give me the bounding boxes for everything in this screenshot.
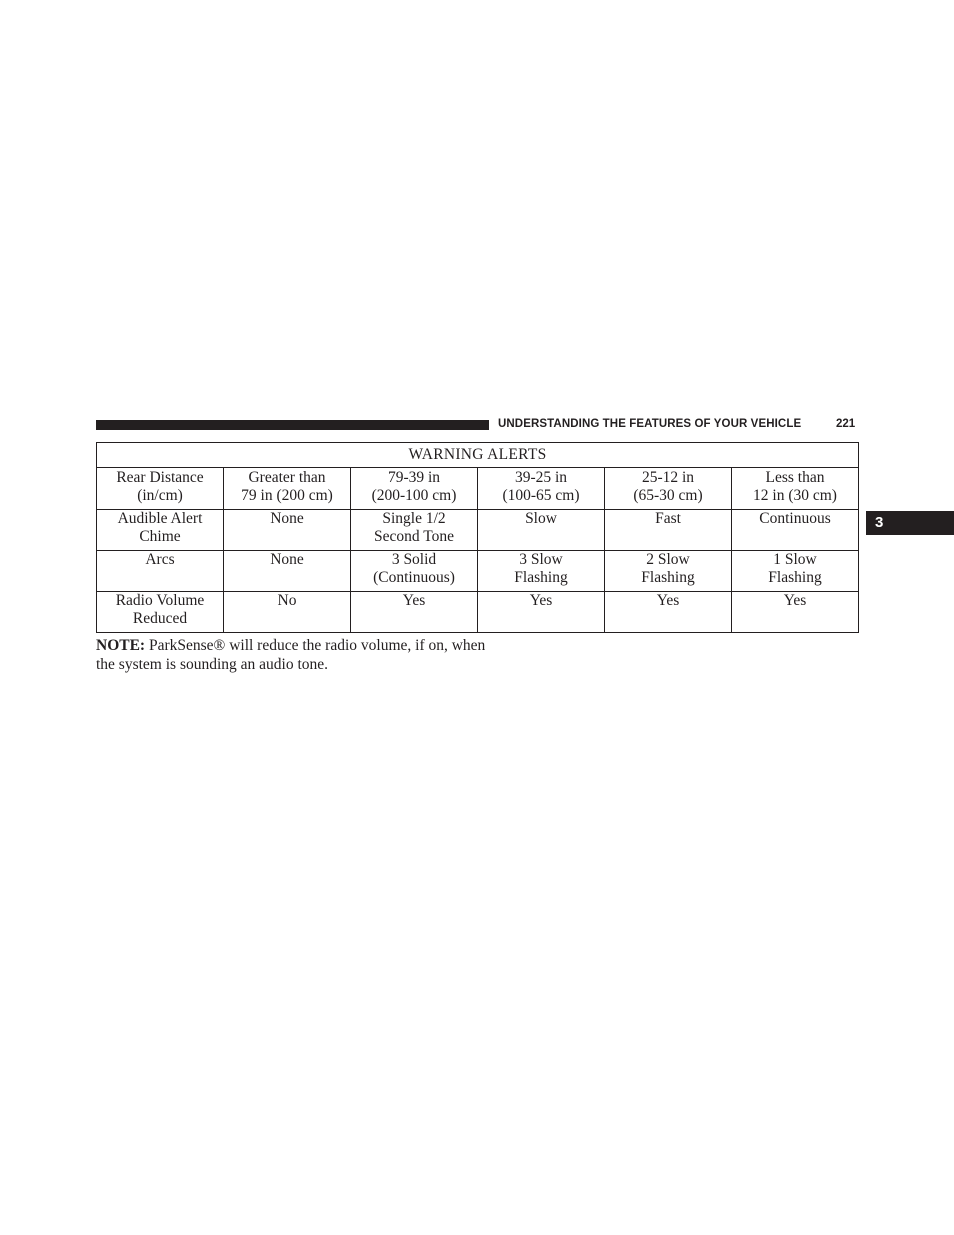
table-cell: Yes <box>529 592 553 609</box>
table-data-cell <box>605 468 732 510</box>
table-data-cell <box>605 551 732 592</box>
table-data-cell <box>351 551 478 592</box>
table-data-cell <box>224 510 351 551</box>
row-header-cell <box>97 592 224 633</box>
table-row <box>97 551 859 592</box>
table-cell: Audible Alert Chime <box>117 510 203 545</box>
table-cell: Single 1/2 Second Tone <box>374 510 454 545</box>
table-data-cell <box>478 592 605 633</box>
table-data-cell <box>351 592 478 633</box>
header-rule <box>96 420 489 430</box>
table-data-cell <box>478 551 605 592</box>
section-header-title: UNDERSTANDING THE FEATURES OF YOUR VEHICLE <box>498 418 802 430</box>
row-header-cell <box>97 510 224 551</box>
table-cell: 3 Slow Flashing <box>514 551 568 586</box>
table-cell: Fast <box>655 510 681 527</box>
note-label: NOTE: <box>96 637 146 654</box>
table-cell: Rear Distance (in/cm) <box>116 469 204 504</box>
table-row <box>97 510 859 551</box>
table-title: WARNING ALERTS <box>97 443 859 468</box>
table-cell: No <box>277 592 297 609</box>
table-cell: Yes <box>656 592 680 609</box>
table-cell: 25-12 in (65-30 cm) <box>633 469 703 504</box>
note-paragraph <box>96 636 496 674</box>
table-data-cell <box>732 510 859 551</box>
note-text: ParkSense® will reduce the radio volume, if on, when the system is sounding an audio tone. <box>96 637 486 673</box>
row-header-cell <box>97 468 224 510</box>
table-data-cell <box>224 592 351 633</box>
table-data-cell <box>351 510 478 551</box>
table-cell: None <box>270 551 304 568</box>
table-data-cell <box>478 468 605 510</box>
table-data-cell <box>478 510 605 551</box>
table-data-cell <box>605 510 732 551</box>
table-cell: Greater than 79 in (200 cm) <box>241 469 333 504</box>
table-cell: 3 Solid (Continuous) <box>373 551 455 586</box>
table-cell: Less than 12 in (30 cm) <box>753 469 837 504</box>
table-data-cell <box>224 468 351 510</box>
table-cell: Radio Volume Reduced <box>115 592 205 627</box>
table-cell: 1 Slow Flashing <box>768 551 822 586</box>
warning-alerts-table <box>96 442 859 633</box>
table-data-cell <box>224 551 351 592</box>
chapter-tab: 3 <box>866 511 954 535</box>
table-cell: Yes <box>783 592 807 609</box>
table-data-cell <box>732 551 859 592</box>
table-cell: Yes <box>402 592 426 609</box>
table-data-cell <box>732 468 859 510</box>
table-row <box>97 468 859 510</box>
table-cell: 79-39 in (200-100 cm) <box>371 469 457 504</box>
table-cell: Continuous <box>759 510 831 527</box>
table-cell: Slow <box>525 510 557 527</box>
table-data-cell <box>732 592 859 633</box>
table-cell: None <box>270 510 304 527</box>
table-cell: Arcs <box>145 551 175 568</box>
table-cell: 2 Slow Flashing <box>641 551 695 586</box>
table-cell: 39-25 in (100-65 cm) <box>502 469 580 504</box>
table-data-cell <box>605 592 732 633</box>
page-number: 221 <box>836 418 856 430</box>
table-data-cell <box>351 468 478 510</box>
table-row <box>97 592 859 633</box>
row-header-cell <box>97 551 224 592</box>
